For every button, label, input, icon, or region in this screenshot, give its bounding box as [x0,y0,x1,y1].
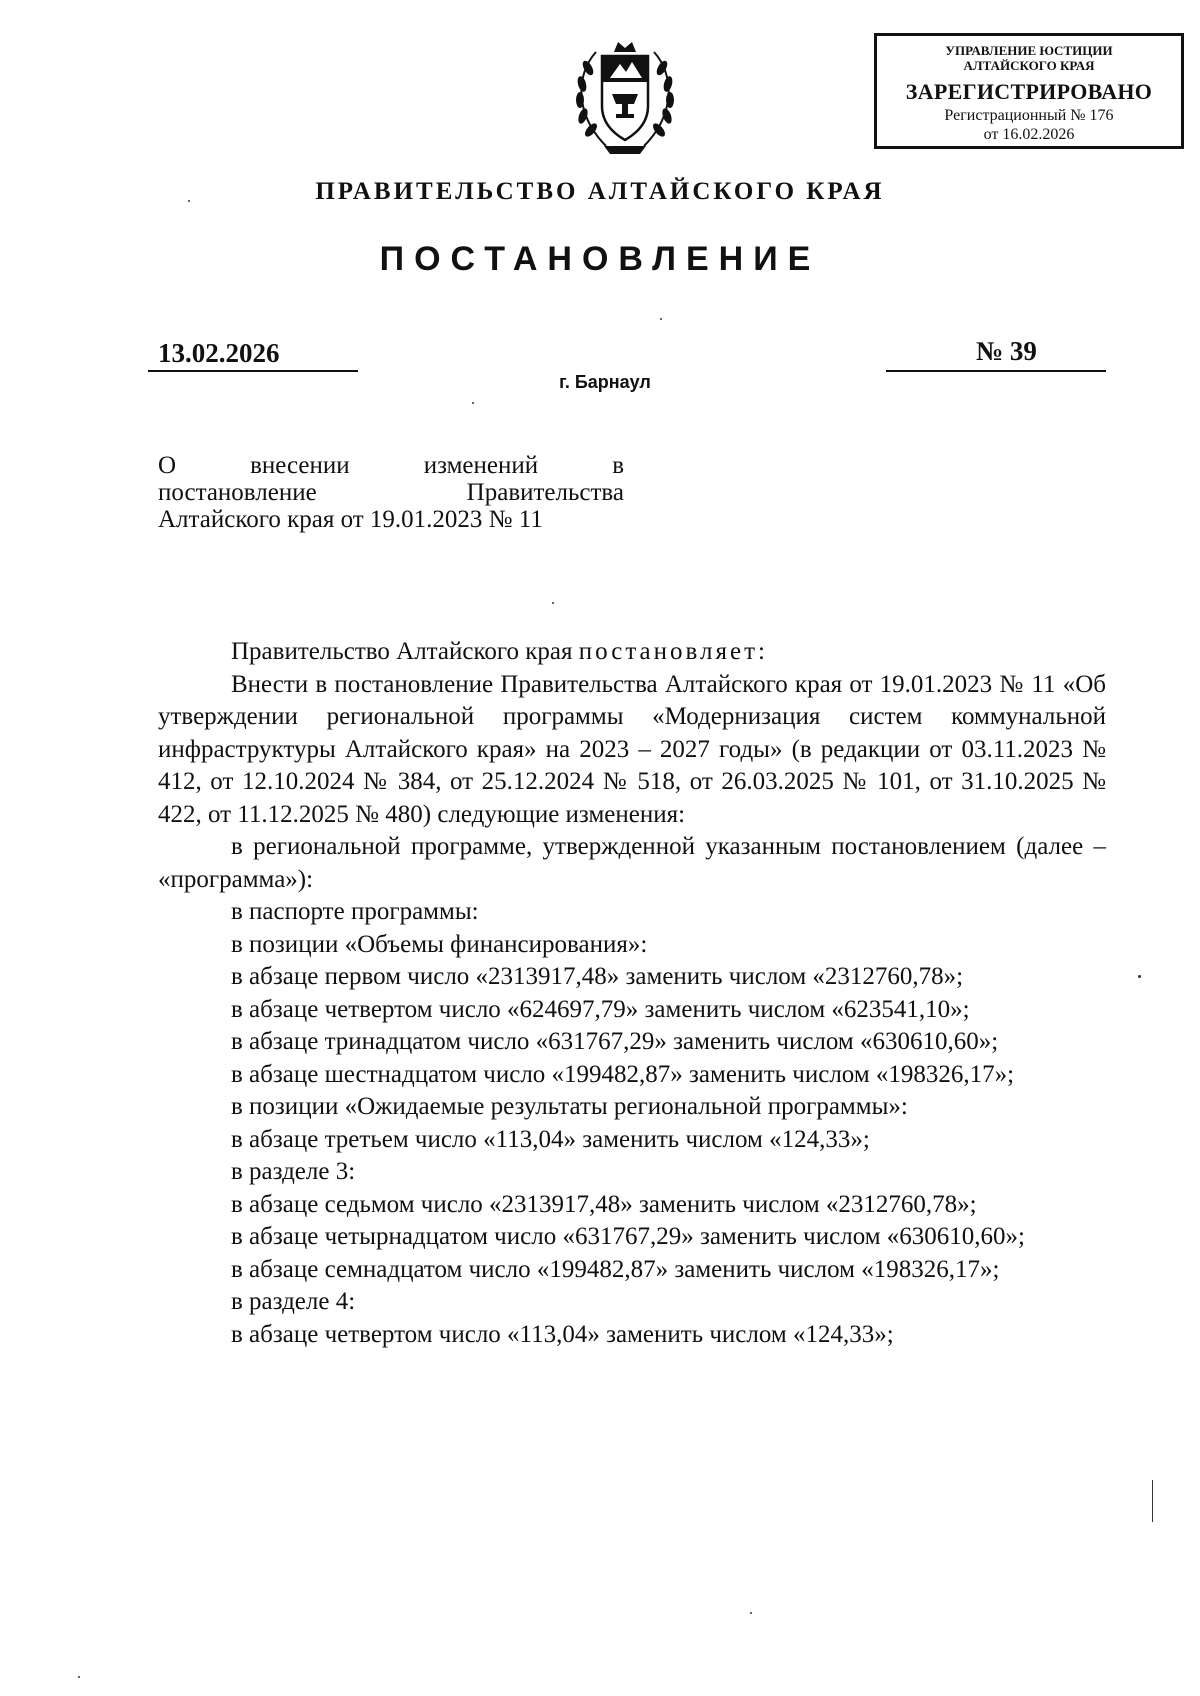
body-paragraph: в разделе 3: [231,1158,356,1185]
scan-speck [188,200,190,202]
document-body [158,636,1106,1351]
body-paragraph: в паспорте программы: [231,898,479,925]
body-paragraph: в региональной программе, утвержденной указанным постановлением (далее – «программа»): [158,833,1106,893]
body-paragraph: в разделе 4: [231,1288,356,1315]
stamp-authority-line1: УПРАВЛЕНИЕ ЮСТИЦИИ [945,43,1113,58]
scan-speck [552,602,554,604]
body-paragraph: в абзаце семнадцатом число «199482,87» заменить числом «198326,17»; [231,1255,1000,1283]
body-paragraph: в абзаце четвертом число «624697,79» заменить числом «623541,10»; [231,995,970,1023]
body-paragraph: в абзаце третьем число «113,04» заменить числом «124,33»; [231,1125,870,1153]
city-label: г. Барнаул [559,372,651,392]
document-number: № 39 [976,336,1037,366]
scan-speck [1152,1480,1153,1522]
body-paragraph: в позиции «Ожидаемые результаты региональной программы»: [231,1093,908,1120]
body-paragraph: Внести в постановление Правительства Алтайского края от 19.01.2023 № 11 «Об утверждении региональной программы «Модернизация систем коммунальной инфраструктуры Алтайского края» на 2023 – 2027 годы» (в редакции от 03.11.2023 № 412, от 12.10.2024 № 384, от 25.12.2024 № 518, от 26.03.2025 № 101, от 31.10.2025 № 422, от 11.12.2025 № 480) следующие изменения: [158,670,1106,828]
scan-speck [660,318,662,320]
decree-paragraph [158,636,1106,669]
subject-line: О внесении изменений в [158,452,624,479]
decree-word: постановляет: [578,638,768,665]
scan-speck [472,402,474,404]
document-date: 13.02.2026 [158,338,280,368]
body-paragraph: в позиции «Объемы финансирования»: [231,930,648,958]
body-paragraph: в абзаце седьмом число «2313917,48» заменить числом «2312760,78»; [231,1190,977,1218]
document-type-title: ПОСТАНОВЛЕНИЕ [379,240,821,278]
subject-line: постановление Правительства [158,479,624,506]
body-paragraph: в абзаце тринадцатом число «631767,29» заменить числом «630610,60»; [231,1028,999,1055]
stamp-reg-date: от 16.02.2026 [983,125,1075,143]
scan-speck [750,1612,752,1614]
stamp-reg-number: Регистрационный № 176 [944,107,1114,125]
body-paragraph: в абзаце первом число «2313917,48» заменить числом «2312760,78»; [231,963,964,990]
government-title: ПРАВИТЕЛЬСТВО АЛТАЙСКОГО КРАЯ [315,178,885,205]
document-subject [158,452,624,533]
body-paragraph: в абзаце четвертом число «113,04» заменить числом «124,33»; [231,1320,894,1348]
subject-line: Алтайского края от 19.01.2023 № 11 [158,506,543,533]
scan-speck [1138,975,1141,978]
body-paragraph: в абзаце шестнадцатом число «199482,87» заменить числом «198326,17»; [231,1060,1015,1088]
body-paragraph: в абзаце четырнадцатом число «631767,29» заменить числом «630610,60»; [231,1223,1025,1250]
decree-prefix: Правительство Алтайского края [231,638,579,665]
coat-of-arms-emblem [566,34,684,162]
registration-stamp [874,33,1184,149]
stamp-status: ЗАРЕГИСТРИРОВАНО [905,78,1153,104]
scan-speck [78,1676,80,1678]
stamp-authority-line2: АЛТАЙСКОГО КРАЯ [963,57,1095,73]
